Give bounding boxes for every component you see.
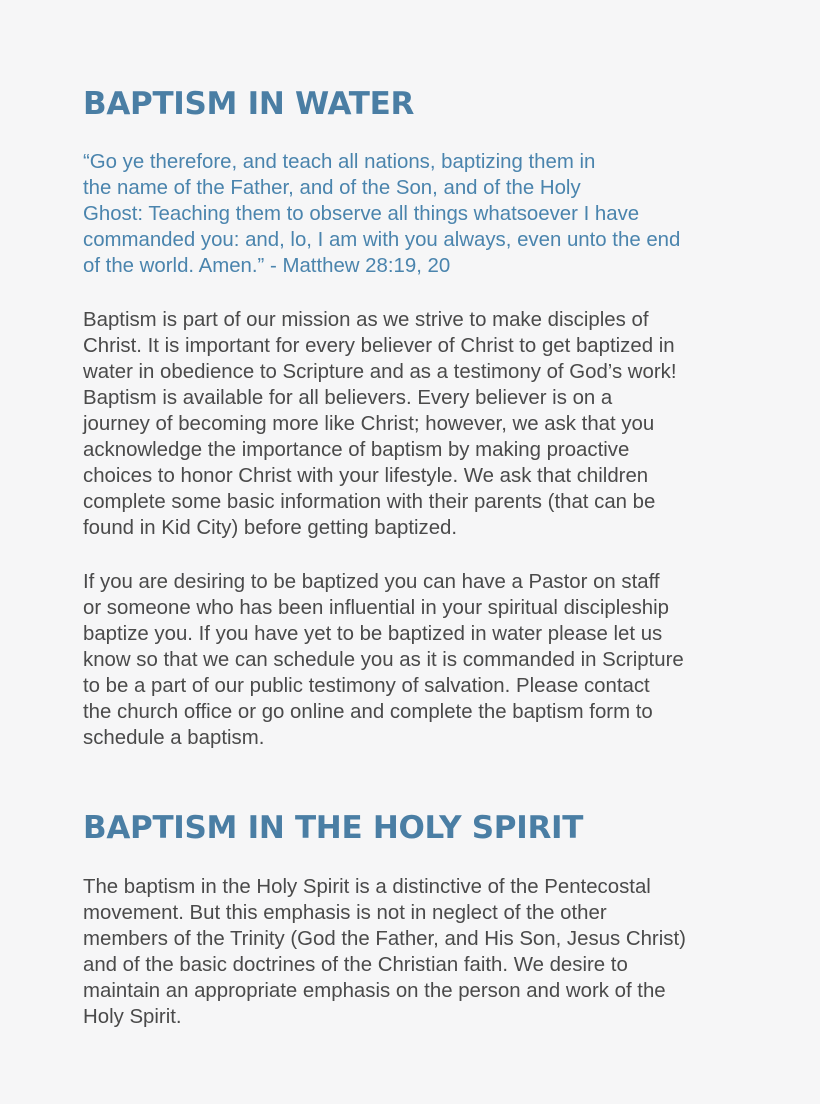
body-paragraph: If you are desiring to be baptized you can have a Pastor on staff or someone who has been influential in your spiritual discipleship baptize you. If you have yet to be baptized in water please let us know so that we can schedule you as it is commanded in Scripture to be a part of our public testimony of salvation. Please contact the church office or go online and complete the baptism form to schedule a baptism. [83, 571, 684, 749]
section-heading: BAPTISM IN THE HOLY SPIRIT [83, 810, 584, 846]
body-paragraph: The baptism in the Holy Spirit is a distinctive of the Pentecostal movement. But this emphasis is not in neglect of the other members of the Trinity (God the Father, and His Son, Jesus Christ) and of the basic doctrines of the Christian faith. We desire to maintain an appropriate emphasis on the person and work of the Holy Spirit. [83, 876, 686, 1028]
body-paragraph: Baptism is part of our mission as we strive to make disciples of Christ. It is important for every believer of Christ to get baptized in water in obedience to Scripture and as a testimony of God’s work! Baptism is available for all believers. Every believer is on a journey of becoming more like Christ; however, we ask that you acknowledge the importance of baptism by making proactive choices to honor Christ with your lifestyle. We ask that children complete some basic information with their parents (that can be found in Kid City) before getting baptized. [83, 309, 677, 539]
section-heading: BAPTISM IN WATER [83, 86, 415, 122]
scripture-quote: “Go ye therefore, and teach all nations, baptizing them in the name of the Father, and of the Son, and of the Holy Ghost: Teaching them to observe all things whatsoever I have commanded you: and, lo, I am with you always, even unto the end of the world. Amen.” - Matthew 28:19, 20 [83, 151, 681, 277]
